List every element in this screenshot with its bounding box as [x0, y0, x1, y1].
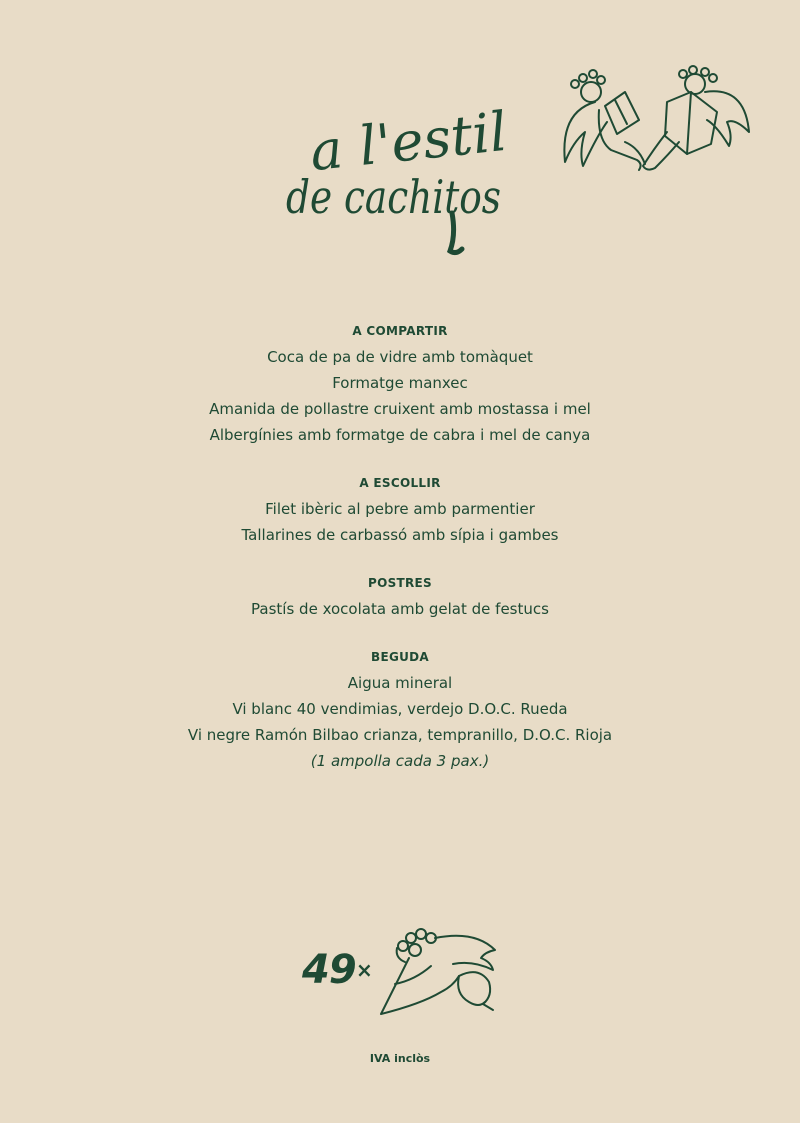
angels-reading-illustration	[555, 62, 755, 180]
menu-section-beguda	[0, 648, 800, 774]
menu-item: Albergínies amb formatge de cabra i mel de canya	[209, 426, 591, 444]
vat-note: IVA inclòs	[369, 1052, 431, 1065]
menu-section-postres	[0, 574, 800, 622]
menu-item: Tallarines de carbassó amb sípia i gambes	[241, 526, 559, 544]
menu-item: Aigua mineral	[347, 674, 453, 692]
reclining-angel-illustration	[375, 924, 505, 1019]
menu	[0, 322, 800, 800]
price-times-symbol: ×	[356, 958, 373, 982]
menu-note: (1 ampolla cada 3 pax.)	[310, 752, 490, 770]
menu-item: Vi negre Ramón Bilbao crianza, tempranillo, D.O.C. Rioja	[187, 726, 613, 744]
menu-item: Coca de pa de vidre amb tomàquet	[267, 348, 533, 366]
menu-section-a-escollir	[0, 474, 800, 548]
section-title: POSTRES	[367, 576, 432, 590]
section-title: A ESCOLLIR	[359, 476, 441, 490]
section-title: BEGUDA	[371, 650, 429, 664]
menu-item: Pastís de xocolata amb gelat de festucs	[251, 600, 549, 618]
brand-logo	[280, 95, 510, 265]
menu-item: Formatge manxec	[332, 374, 468, 392]
menu-item: Filet ibèric al pebre amb parmentier	[265, 500, 535, 518]
logo-line-2: de cachitos	[286, 170, 501, 224]
menu-item: Vi blanc 40 vendimias, verdejo D.O.C. Rueda	[232, 700, 568, 718]
menu-section-a-compartir	[0, 322, 800, 448]
section-title: A COMPARTIR	[352, 324, 448, 338]
price-amount: 49	[302, 947, 356, 993]
price-block	[300, 922, 510, 1022]
logo-line-1: a l'estil	[307, 99, 510, 184]
menu-item: Amanida de pollastre cruixent amb mostassa i mel	[209, 400, 591, 418]
